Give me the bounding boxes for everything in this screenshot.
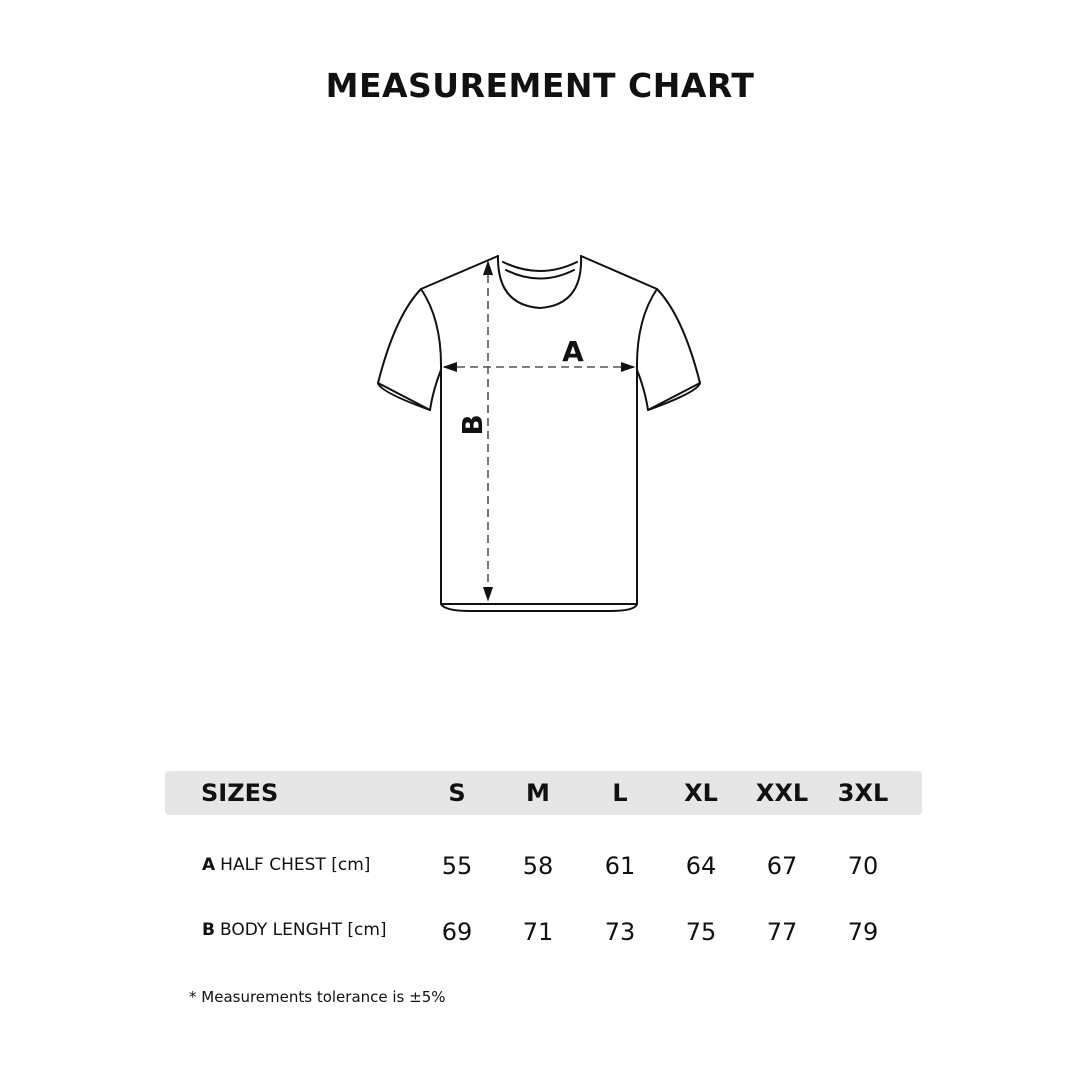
table-cell: 55 [441,852,473,880]
table-cell: 70 [847,852,879,880]
table-cell: 77 [766,918,798,946]
tshirt-collar-outer [498,256,581,308]
label-a: A [562,335,584,368]
tolerance-note: * Measurements tolerance is ±5% [189,988,446,1006]
table-row-label [202,920,387,940]
tshirt-hem [441,604,637,611]
size-xxl-header: XXL [755,779,809,807]
size-l-header: L [612,779,628,807]
tshirt-outline [378,256,700,611]
table-cell: 67 [766,852,798,880]
size-3xl-header: 3XL [837,779,889,807]
tshirt-collar-inner [503,262,577,271]
page-title: MEASUREMENT CHART [325,66,755,105]
sizes-header-label: SIZES [201,779,279,807]
table-cell: 58 [522,852,554,880]
table-cell: 79 [847,918,879,946]
size-s-header: S [448,779,466,807]
table-row-label [202,855,370,875]
table-cell: 64 [685,852,717,880]
table-cell: 61 [604,852,636,880]
table-cell: 71 [522,918,554,946]
table-cell: 75 [685,918,717,946]
label-b: B [456,414,489,436]
table-cell: 69 [441,918,473,946]
row-letter: B [202,920,215,940]
row-label-text: BODY LENGHT [cm] [219,920,387,940]
size-xl-header: XL [684,779,718,807]
size-m-header: M [526,779,550,807]
row-letter: A [202,855,216,875]
table-cell: 73 [604,918,636,946]
row-label-text: HALF CHEST [cm] [220,855,371,875]
